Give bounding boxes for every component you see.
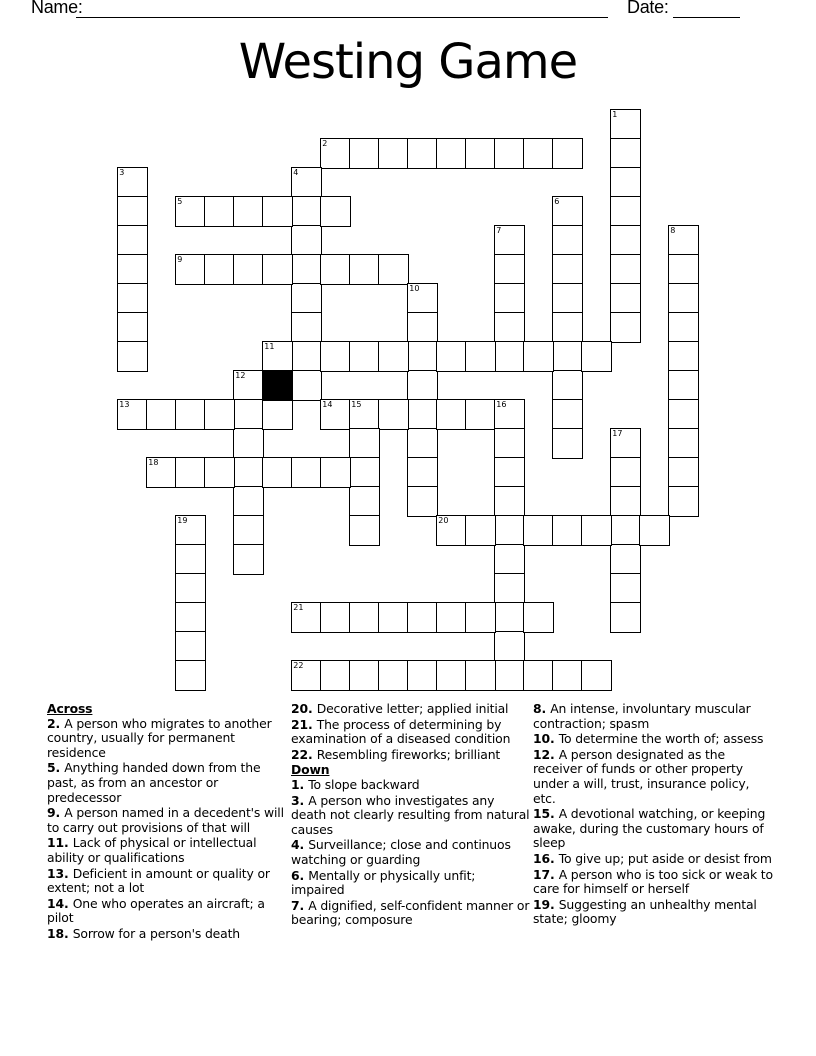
clue-number-label: 12 [235, 371, 246, 381]
clue-number-dot: . [549, 850, 559, 866]
answer-cell[interactable] [407, 138, 438, 169]
clue-text: To determine the worth of; assess [558, 731, 764, 747]
clue-number-label: 5 [177, 197, 183, 207]
clue-text: Suggesting an unhealthy mental state; gloomy [533, 896, 757, 927]
clue-number-dot: . [299, 897, 309, 913]
answer-cell[interactable] [291, 196, 322, 227]
answer-cell[interactable] [262, 196, 293, 227]
clue-text: An intense, involuntary muscular contraction; spasm [533, 701, 751, 731]
answer-cell[interactable] [117, 254, 148, 285]
answer-cell[interactable] [610, 196, 641, 227]
answer-cell[interactable] [233, 428, 264, 459]
clue-number: 8 [533, 701, 542, 716]
clue-number-label: 4 [293, 168, 299, 178]
clue-number-dot: . [307, 746, 317, 762]
answer-cell[interactable] [233, 544, 264, 575]
clue-down-item [533, 732, 773, 747]
answer-cell[interactable] [175, 544, 206, 575]
clue-number: 16 [533, 850, 550, 866]
answer-cell[interactable] [494, 283, 525, 314]
answer-cell[interactable] [233, 515, 264, 546]
clue-across-item [47, 761, 287, 805]
clue-number: 7 [291, 897, 300, 913]
answer-cell[interactable] [146, 399, 177, 430]
clue-number: 19 [533, 896, 550, 912]
answer-cell[interactable] [552, 660, 583, 691]
clue-number-label: 8 [670, 226, 676, 236]
answer-cell[interactable] [494, 254, 525, 285]
answer-cell[interactable] [175, 399, 206, 430]
answer-cell[interactable] [610, 602, 641, 633]
clue-text: Lack of physical or intellectual ability or qualifications [47, 835, 257, 865]
clue-number: 21 [291, 716, 308, 732]
clue-number: 6 [291, 867, 300, 883]
answer-cell[interactable] [436, 399, 467, 430]
clue-number-dot: . [63, 895, 73, 911]
answer-cell[interactable] [262, 457, 293, 488]
answer-cell[interactable] [610, 457, 641, 488]
answer-cell[interactable] [610, 254, 641, 285]
answer-cell[interactable] [494, 312, 525, 343]
answer-cell[interactable] [668, 486, 699, 517]
clue-across-item [47, 897, 287, 926]
clue-number-dot: . [55, 715, 65, 731]
answer-cell[interactable] [523, 138, 554, 169]
answer-cell[interactable] [175, 457, 206, 488]
answer-cell[interactable] [436, 341, 467, 372]
answer-cell[interactable] [436, 602, 467, 633]
clue-text: A devotional watching, or keeping awake, during the customary hours of sleep [533, 806, 766, 851]
clue-number: 9 [47, 805, 56, 821]
clue-number-label: 14 [322, 400, 333, 410]
clue-number: 15 [533, 806, 550, 822]
clue-down-item [291, 794, 531, 838]
answer-cell[interactable] [291, 602, 322, 633]
answer-cell[interactable] [320, 138, 351, 169]
clue-number-dot: . [549, 731, 559, 747]
answer-cell[interactable] [494, 602, 525, 633]
clue-across-item [47, 836, 287, 865]
date-label: Date: [627, 0, 669, 17]
answer-cell[interactable] [610, 428, 641, 459]
clue-text: Mentally or physically unfit; impaired [291, 867, 476, 898]
answer-cell[interactable] [175, 254, 206, 285]
answer-cell[interactable] [349, 457, 380, 488]
answer-cell[interactable] [581, 660, 612, 691]
answer-cell[interactable] [639, 515, 670, 546]
answer-cell[interactable] [407, 283, 438, 314]
clue-number-dot: . [63, 865, 73, 881]
clue-number-label: 3 [119, 168, 125, 178]
answer-cell[interactable] [523, 602, 554, 633]
answer-cell[interactable] [291, 370, 322, 401]
answer-cell[interactable] [349, 486, 380, 517]
clue-number: 10 [533, 731, 550, 747]
clue-number-dot: . [55, 805, 65, 821]
clue-down-item [533, 702, 773, 731]
answer-cell[interactable] [291, 283, 322, 314]
answer-cell[interactable] [668, 399, 699, 430]
answer-cell[interactable] [407, 312, 438, 343]
answer-cell[interactable] [349, 254, 380, 285]
clue-text: Decorative letter; applied initial [316, 701, 509, 716]
answer-cell[interactable] [378, 138, 409, 169]
clue-down-item [291, 838, 531, 867]
answer-cell[interactable] [610, 486, 641, 517]
answer-cell[interactable] [494, 457, 525, 488]
answer-cell[interactable] [494, 515, 525, 546]
clue-number-label: 11 [264, 342, 275, 352]
answer-cell[interactable] [349, 138, 380, 169]
clue-text: To slope backward [308, 776, 420, 792]
clue-number-label: 17 [612, 429, 623, 439]
clue-text: A person named in a decedent's will to carry out provisions of that will [47, 805, 284, 835]
answer-cell[interactable] [668, 283, 699, 314]
clue-number-label: 2 [322, 139, 328, 149]
clue-across-item [47, 927, 287, 942]
clue-number-dot: . [299, 792, 309, 808]
answer-cell[interactable] [581, 341, 612, 372]
answer-cell[interactable] [349, 602, 380, 633]
answer-cell[interactable] [117, 341, 148, 372]
clue-number-dot: . [63, 925, 73, 941]
clues-column-2 [291, 702, 531, 929]
clue-number-label: 10 [409, 284, 420, 294]
answer-cell[interactable] [291, 225, 322, 256]
answer-cell[interactable] [349, 341, 380, 372]
clue-text: One who operates an aircraft; a pilot [47, 895, 265, 926]
clue-number-label: 22 [293, 661, 304, 671]
answer-cell[interactable] [610, 225, 641, 256]
answer-cell[interactable] [233, 254, 264, 285]
clue-number: 13 [47, 865, 64, 881]
clue-number-dot: . [549, 746, 559, 762]
answer-cell[interactable] [175, 602, 206, 633]
answer-cell[interactable] [465, 341, 496, 372]
answer-cell[interactable] [407, 428, 438, 459]
clue-number-label: 21 [293, 603, 304, 613]
clue-text: Deficient in amount or quality or extent; not a lot [47, 865, 270, 896]
clue-number: 17 [533, 866, 550, 882]
answer-cell[interactable] [494, 573, 525, 604]
answer-cell[interactable] [668, 225, 699, 256]
clue-down-item [533, 898, 773, 927]
answer-cell[interactable] [494, 486, 525, 517]
clue-number-dot: . [549, 866, 559, 882]
clue-text: Resembling fireworks; brilliant [316, 746, 501, 762]
clue-number-dot: . [63, 835, 73, 851]
clue-number: 2 [47, 715, 56, 731]
answer-cell[interactable] [204, 399, 235, 430]
answer-cell[interactable] [494, 138, 525, 169]
clue-number: 18 [47, 925, 64, 941]
clue-number: 1 [291, 776, 300, 792]
clue-number-label: 15 [351, 400, 362, 410]
clue-number-label: 19 [177, 516, 188, 526]
answer-cell[interactable] [320, 457, 351, 488]
answer-cell[interactable] [175, 515, 206, 546]
answer-cell[interactable] [175, 196, 206, 227]
clue-number-label: 16 [496, 400, 507, 410]
clue-number: 12 [533, 746, 550, 762]
answer-cell[interactable] [552, 225, 583, 256]
clue-text: A dignified, self-confident manner or bearing; composure [291, 897, 530, 928]
clue-down-item [291, 778, 531, 793]
clue-text: A person who investigates any death not clearly resulting from natural causes [291, 792, 530, 837]
answer-cell[interactable] [320, 602, 351, 633]
answer-cell[interactable] [349, 515, 380, 546]
answer-cell[interactable] [233, 457, 264, 488]
answer-cell[interactable] [233, 399, 264, 430]
clue-across-item [291, 748, 531, 763]
clue-text: To give up; put aside or desist from [558, 850, 772, 866]
answer-cell[interactable] [610, 167, 641, 198]
answer-cell[interactable] [436, 660, 467, 691]
answer-cell[interactable] [291, 341, 322, 372]
answer-cell[interactable] [494, 544, 525, 575]
answer-cell[interactable] [320, 254, 351, 285]
answer-cell[interactable] [378, 602, 409, 633]
clue-number-dot: . [299, 867, 309, 883]
answer-cell[interactable] [668, 341, 699, 372]
answer-cell[interactable] [262, 341, 293, 372]
answer-cell[interactable] [233, 196, 264, 227]
puzzle-title: Westing Game [238, 34, 578, 90]
black-cell [262, 370, 293, 401]
clue-down-item [291, 899, 531, 928]
answer-cell[interactable] [378, 254, 409, 285]
clue-text: The process of determining by examination of a diseased condition [291, 716, 511, 747]
clue-number-dot: . [549, 896, 559, 912]
answer-cell[interactable] [204, 254, 235, 285]
clue-down-item [291, 869, 531, 898]
answer-cell[interactable] [291, 312, 322, 343]
clue-down-item [533, 868, 773, 897]
answer-cell[interactable] [494, 399, 525, 430]
clue-number: 20 [291, 701, 308, 716]
clue-number-label: 13 [119, 400, 130, 410]
answer-cell[interactable] [465, 515, 496, 546]
answer-cell[interactable] [175, 573, 206, 604]
answer-cell[interactable] [378, 399, 409, 430]
answer-cell[interactable] [407, 341, 438, 372]
answer-cell[interactable] [436, 138, 467, 169]
answer-cell[interactable] [610, 573, 641, 604]
answer-cell[interactable] [407, 457, 438, 488]
answer-cell[interactable] [610, 544, 641, 575]
clue-across-item [47, 867, 287, 896]
answer-cell[interactable] [146, 457, 177, 488]
answer-cell[interactable] [610, 515, 641, 546]
clues-column-3 [533, 702, 773, 928]
clue-down-item [533, 748, 773, 806]
answer-cell[interactable] [494, 225, 525, 256]
clue-number-label: 6 [554, 197, 560, 207]
clue-number: 3 [291, 792, 300, 808]
answer-cell[interactable] [552, 515, 583, 546]
answer-cell[interactable] [552, 370, 583, 401]
clue-across-item [291, 702, 531, 717]
answer-cell[interactable] [407, 660, 438, 691]
name-label: Name: [31, 0, 83, 17]
answer-cell[interactable] [204, 457, 235, 488]
clue-across-item [47, 806, 287, 835]
clue-text: A person designated as the receiver of funds or other property under a will, trust, insurance policy, etc. [533, 746, 750, 806]
clue-number-dot: . [307, 701, 317, 716]
answer-cell[interactable] [407, 370, 438, 401]
answer-cell[interactable] [668, 428, 699, 459]
answer-cell[interactable] [552, 254, 583, 285]
answer-cell[interactable] [610, 283, 641, 314]
answer-cell[interactable] [175, 660, 206, 691]
answer-cell[interactable] [262, 254, 293, 285]
answer-cell[interactable] [291, 660, 322, 691]
clue-number: 4 [291, 837, 300, 853]
clue-number-label: 1 [612, 110, 618, 120]
answer-cell[interactable] [407, 602, 438, 633]
clue-down-item [533, 852, 773, 867]
clue-down-item [533, 807, 773, 851]
answer-cell[interactable] [117, 312, 148, 343]
answer-cell[interactable] [668, 370, 699, 401]
answer-cell[interactable] [552, 399, 583, 430]
clue-number: 14 [47, 895, 64, 911]
answer-cell[interactable] [494, 660, 525, 691]
answer-cell[interactable] [291, 167, 322, 198]
answer-cell[interactable] [552, 138, 583, 169]
answer-cell[interactable] [175, 631, 206, 662]
answer-cell[interactable] [494, 428, 525, 459]
clue-number-dot: . [55, 760, 65, 776]
answer-cell[interactable] [378, 341, 409, 372]
clue-number: 11 [47, 835, 64, 851]
clue-number-dot: . [299, 776, 309, 792]
answer-cell[interactable] [320, 399, 351, 430]
answer-cell[interactable] [552, 196, 583, 227]
answer-cell[interactable] [465, 399, 496, 430]
clue-text: Surveillance; close and continuos watching or guarding [291, 837, 511, 867]
answer-cell[interactable] [552, 312, 583, 343]
answer-cell[interactable] [117, 283, 148, 314]
clue-number: 22 [291, 746, 308, 762]
clue-number-dot: . [299, 837, 309, 853]
answer-cell[interactable] [349, 660, 380, 691]
answer-cell[interactable] [668, 457, 699, 488]
answer-cell[interactable] [465, 138, 496, 169]
answer-cell[interactable] [523, 515, 554, 546]
answer-cell[interactable] [320, 196, 351, 227]
answer-cell[interactable] [117, 225, 148, 256]
answer-cell[interactable] [378, 660, 409, 691]
clue-number: 5 [47, 760, 56, 776]
clue-text: Anything handed down from the past, as from an ancestor or predecessor [47, 760, 261, 805]
clue-across-item [47, 717, 287, 761]
clue-text: A person who is too sick or weak to care for himself or herself [533, 866, 773, 897]
answer-cell[interactable] [465, 660, 496, 691]
clue-number-dot: . [549, 806, 559, 822]
answer-cell[interactable] [349, 399, 380, 430]
answer-cell[interactable] [523, 660, 554, 691]
answer-cell[interactable] [552, 428, 583, 459]
answer-cell[interactable] [494, 341, 525, 372]
clue-across-item [291, 718, 531, 747]
answer-cell[interactable] [610, 138, 641, 169]
heading-down: Down [291, 762, 330, 778]
answer-cell[interactable] [465, 602, 496, 633]
clue-number-label: 18 [148, 458, 159, 468]
answer-cell[interactable] [407, 486, 438, 517]
answer-cell[interactable] [668, 312, 699, 343]
answer-cell[interactable] [320, 341, 351, 372]
answer-cell[interactable] [117, 196, 148, 227]
answer-cell[interactable] [349, 428, 380, 459]
answer-cell[interactable] [291, 254, 322, 285]
answer-cell[interactable] [233, 486, 264, 517]
answer-cell[interactable] [494, 631, 525, 662]
answer-cell[interactable] [581, 515, 612, 546]
answer-cell[interactable] [552, 283, 583, 314]
clue-number-dot: . [307, 716, 317, 732]
answer-cell[interactable] [610, 312, 641, 343]
answer-cell[interactable] [407, 399, 438, 430]
answer-cell[interactable] [117, 167, 148, 198]
answer-cell[interactable] [552, 341, 583, 372]
answer-cell[interactable] [204, 196, 235, 227]
answer-cell[interactable] [668, 254, 699, 285]
clue-text: Sorrow for a person's death [72, 925, 241, 941]
answer-cell[interactable] [117, 399, 148, 430]
heading-across: Across [47, 701, 93, 716]
clue-text: A person who migrates to another country, usually for permanent residence [47, 715, 272, 760]
answer-cell[interactable] [610, 109, 641, 140]
answer-cell[interactable] [291, 457, 322, 488]
answer-cell[interactable] [436, 515, 467, 546]
answer-cell[interactable] [320, 660, 351, 691]
clue-number-label: 9 [177, 255, 183, 265]
clue-number-label: 7 [496, 226, 502, 236]
answer-cell[interactable] [523, 341, 554, 372]
clue-number-dot: . [541, 701, 551, 716]
answer-cell[interactable] [233, 370, 264, 401]
clue-number-label: 20 [438, 516, 449, 526]
answer-cell[interactable] [262, 399, 293, 430]
clues-column-1 [47, 702, 287, 943]
